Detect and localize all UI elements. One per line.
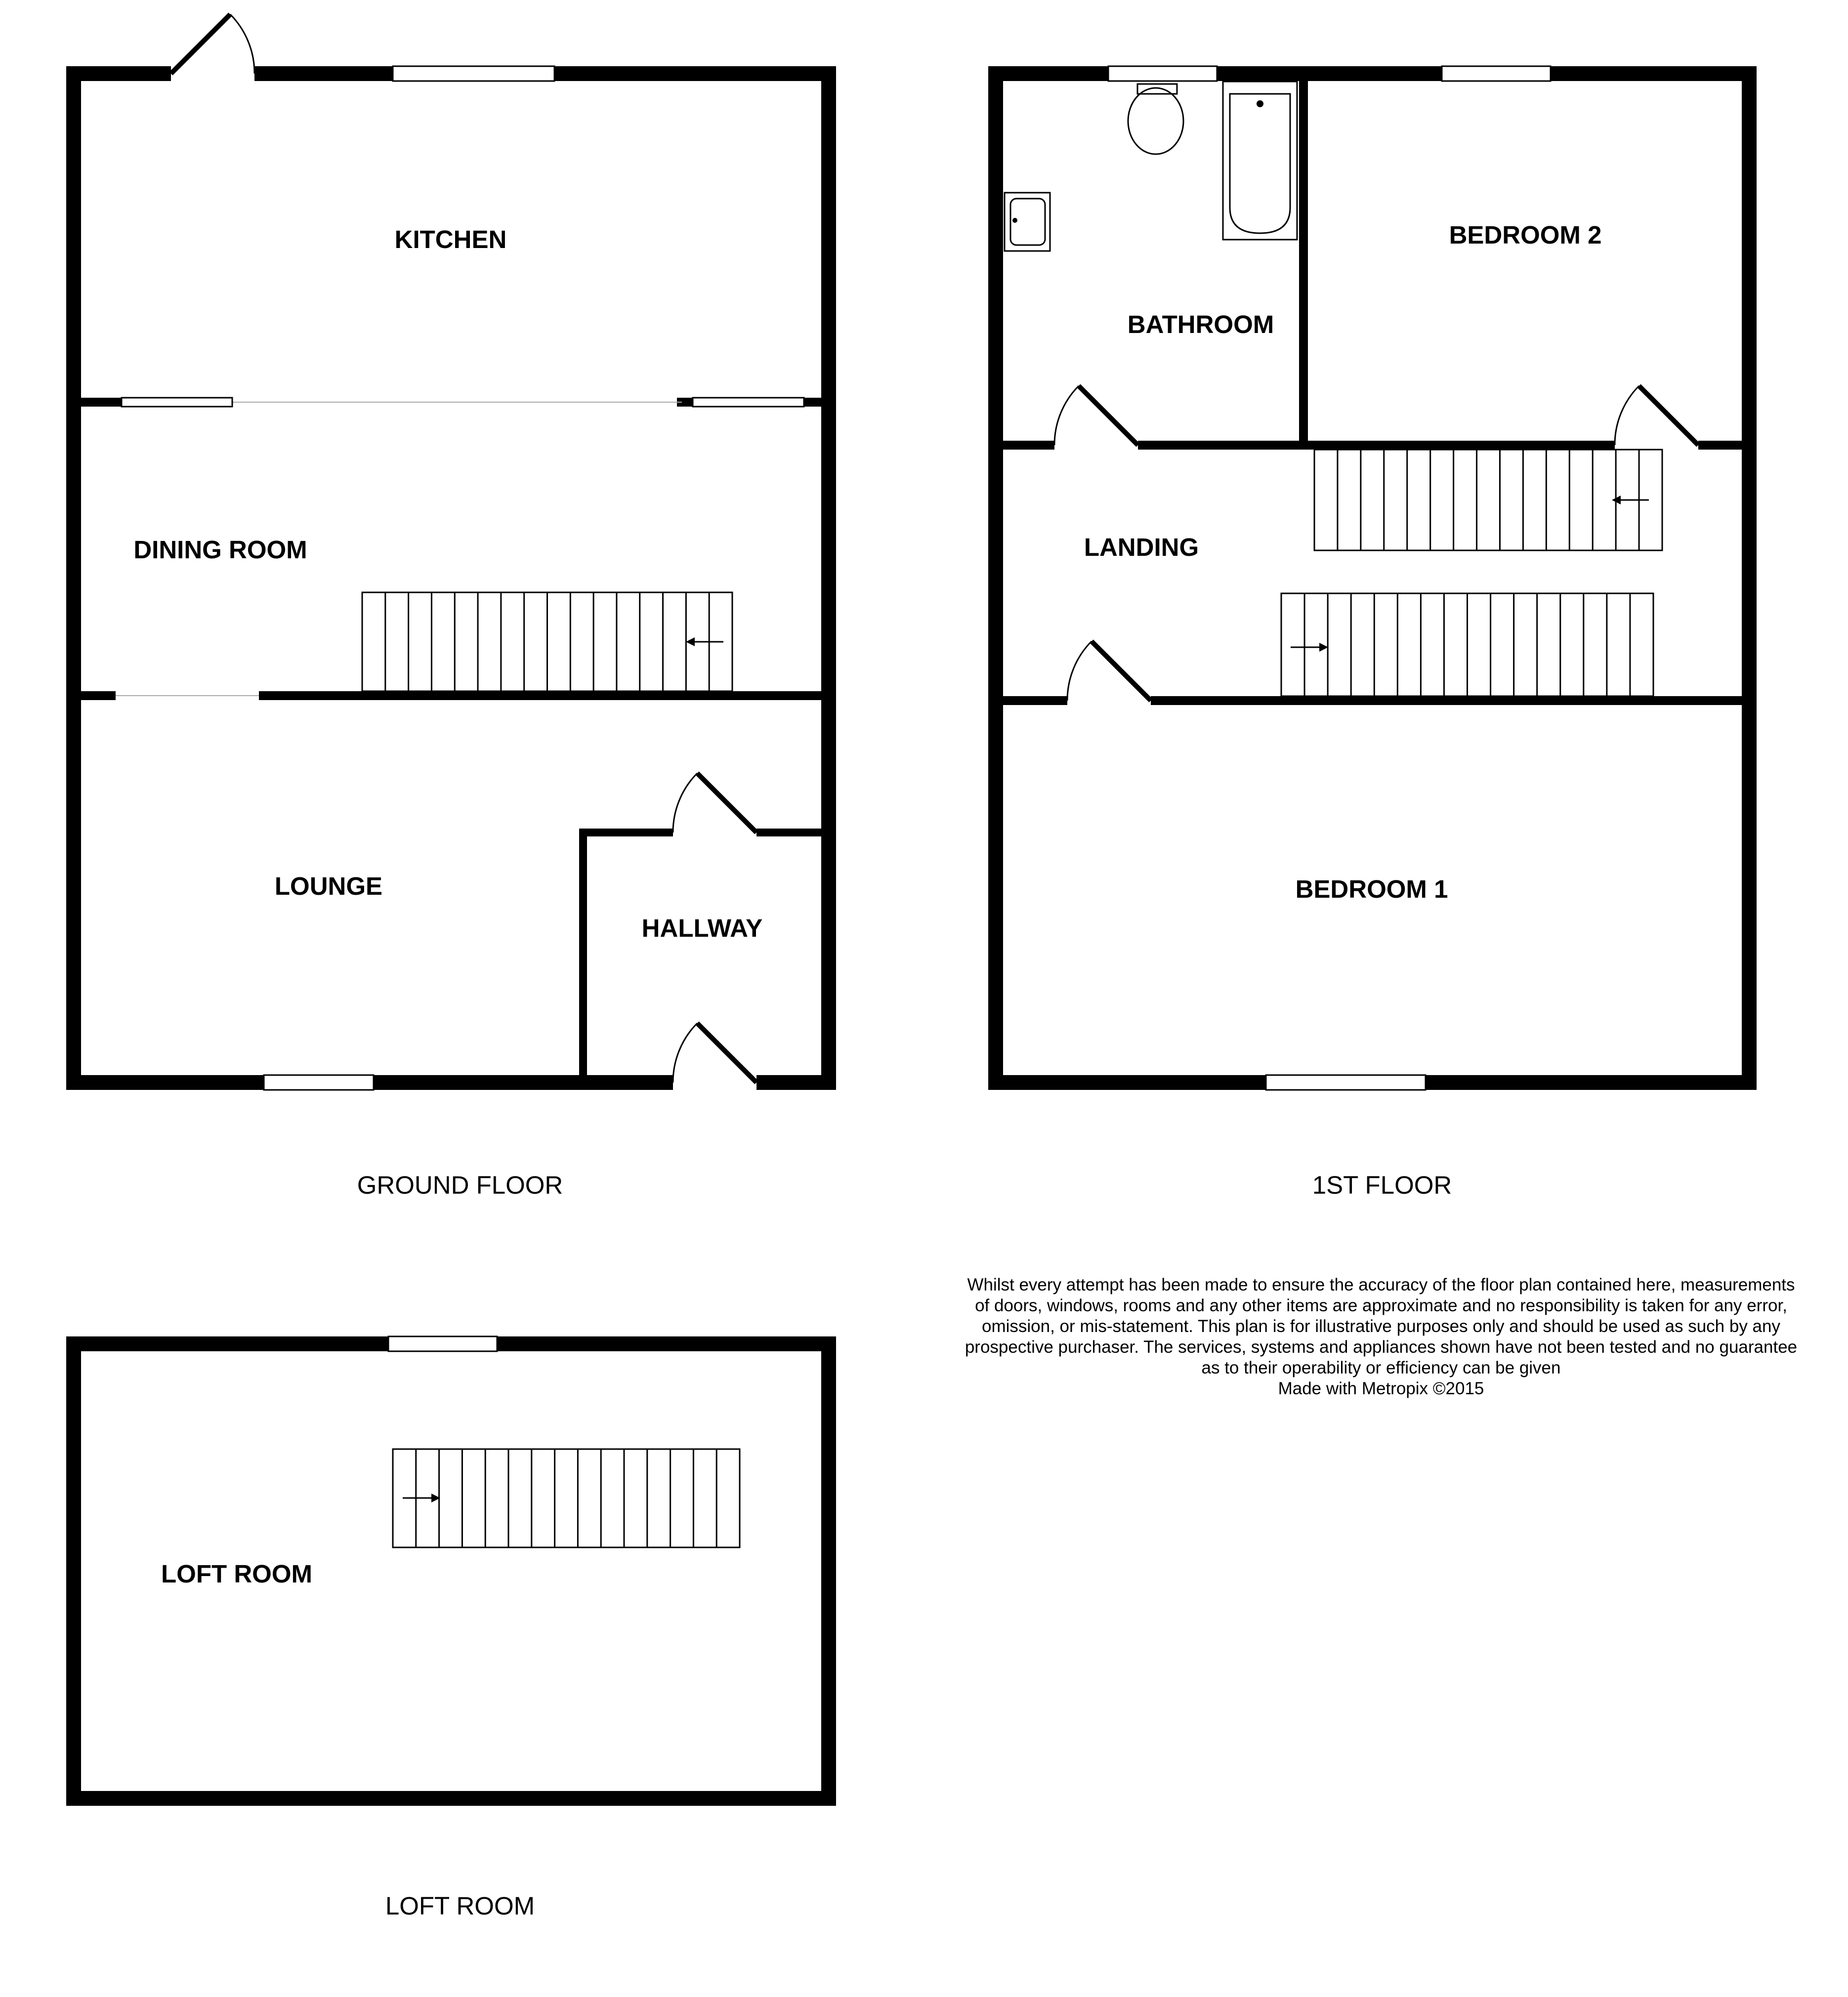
lounge-label: LOUNGE xyxy=(274,872,383,900)
disclaimer-line: Whilst every attempt has been made to ensure the accuracy of the floor plan contained here, measurements xyxy=(967,1275,1795,1294)
loft-wall-right xyxy=(821,1336,836,1806)
first-floor-plan xyxy=(988,66,1757,1199)
disclaimer-credit: Made with Metropix ©2015 xyxy=(1278,1379,1484,1398)
hallway-wall-top-left xyxy=(579,829,673,836)
front-door xyxy=(673,1023,756,1082)
bathroom-bedroom2-wall xyxy=(1299,81,1308,450)
hallway-wall-top-right xyxy=(756,829,821,836)
landing-label: LANDING xyxy=(1084,533,1199,561)
dining-window-left xyxy=(122,398,232,407)
kitchen-label: KITCHEN xyxy=(394,225,507,253)
loft-floor-plan xyxy=(66,1336,836,1920)
kitchen-back-door xyxy=(171,14,254,74)
lounge-window xyxy=(264,1075,374,1090)
ground-divider-dining-lounge-left xyxy=(81,691,116,700)
bedroom2-door xyxy=(1615,386,1698,445)
disclaimer-line: of doors, windows, rooms and any other items are approximate and no responsibility is taken for any error, xyxy=(975,1296,1787,1315)
loft-wall-bottom xyxy=(66,1791,836,1806)
dining-window-right xyxy=(693,398,804,407)
hallway-label: HALLWAY xyxy=(641,914,763,942)
ground-floor-plan xyxy=(66,14,836,1199)
first-wall-left xyxy=(988,66,1003,1090)
bath-tub xyxy=(1223,82,1297,240)
ground-wall-top-left xyxy=(66,66,171,81)
first-upper-wall-right xyxy=(1698,441,1742,450)
bedroom1-label: BEDROOM 1 xyxy=(1295,875,1448,903)
wash-basin xyxy=(1005,193,1050,251)
ground-stairs xyxy=(362,592,732,691)
disclaimer-line: as to their operability or efficiency can be given xyxy=(1201,1358,1561,1377)
kitchen-window xyxy=(393,66,554,81)
disclaimer-line: prospective purchaser. The services, systems and appliances shown have not been tested and no guarantee xyxy=(965,1337,1798,1357)
first-wall-right xyxy=(1742,66,1757,1090)
bedroom1-door xyxy=(1067,641,1151,701)
ground-divider-dining-lounge-right xyxy=(259,691,821,700)
bedroom1-window xyxy=(1266,1075,1426,1090)
disclaimer xyxy=(965,1275,1797,1398)
ground-divider-kitchen-dining-left xyxy=(81,398,122,407)
loft-floor-title: LOFT ROOM xyxy=(385,1892,535,1920)
first-stairs-lower xyxy=(1281,593,1653,696)
bathroom-door xyxy=(1054,386,1138,445)
first-upper-wall-left xyxy=(1003,441,1054,450)
loft-wall-left xyxy=(66,1336,81,1806)
toilet xyxy=(1128,84,1183,154)
first-upper-wall-mid xyxy=(1138,441,1615,450)
loft-window xyxy=(388,1336,497,1351)
bedroom2-window xyxy=(1442,66,1551,81)
hallway-wall-left xyxy=(579,829,587,1075)
first-floor-title: 1ST FLOOR xyxy=(1312,1171,1452,1199)
bedroom1-wall-left xyxy=(1003,696,1067,705)
first-stairs-upper xyxy=(1314,450,1662,550)
first-wall-top xyxy=(988,66,1757,81)
ground-wall-bottom-right xyxy=(756,1075,836,1090)
bedroom2-label: BEDROOM 2 xyxy=(1449,221,1602,249)
disclaimer-line: omission, or mis-statement. This plan is for illustrative purposes only and should be used as such by any xyxy=(982,1317,1780,1336)
ground-wall-left xyxy=(66,66,81,1090)
hallway-inner-door xyxy=(673,773,756,832)
dining-room-label: DINING ROOM xyxy=(133,536,307,564)
bathroom-label: BATHROOM xyxy=(1127,310,1274,338)
loft-room-label: LOFT ROOM xyxy=(161,1560,312,1588)
bathroom-window xyxy=(1108,66,1217,81)
bedroom1-wall-right xyxy=(1151,696,1742,705)
loft-stairs xyxy=(393,1449,740,1547)
ground-floor-title: GROUND FLOOR xyxy=(357,1171,563,1199)
ground-wall-right xyxy=(821,66,836,1090)
